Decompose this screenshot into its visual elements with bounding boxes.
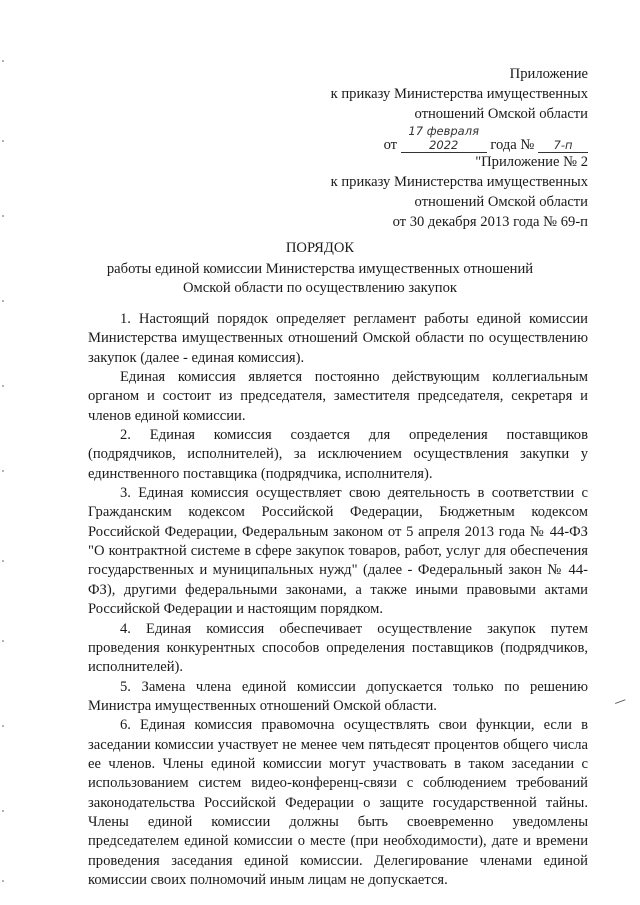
- paragraph-3: 3. Единая комиссия осуществляет свою деятельность в соответствии с Гражданским кодексом Российской Федерации, Бюджетным кодексом Российской Федерации, Федеральным законом от 5 апреля 2013 года № 44-ФЗ "О контрактной системе в сфере закупок товаров, работ, услуг для обеспечения государственных и муниципальных нужд" (далее - Федеральный закон № 44-ФЗ), другими федеральными законами, а также иными правовыми актами Российской Федерации и настоящим порядком.: [88, 485, 588, 618]
- paragraph-4: 4. Единая комиссия обеспечивает осуществление закупок путем проведения конкурентных способов определения поставщиков (подрядчиков, исполнителей).: [88, 620, 588, 676]
- appendix-2-line2: к приказу Министерства имущественных: [330, 174, 588, 190]
- margin-pen-mark: —: [611, 692, 629, 710]
- date-prefix: от: [383, 137, 398, 153]
- paragraph-1b: Единая комиссия является постоянно действующим коллегиальным органом и состоит из председателя, заместителя председателя, секретаря и членов единой комиссии.: [88, 369, 588, 424]
- appendix-2-line3: отношений Омской области: [414, 194, 588, 210]
- document-subtitle-line1: работы единой комиссии Министерства имущественных отношений: [106, 261, 534, 277]
- appendix-2-line1: "Приложение № 2: [475, 154, 588, 170]
- paragraph-5: 5. Замена члена единой комиссии допускается только по решению Министра имущественных отношений Омской области.: [88, 678, 588, 714]
- handwritten-date: 17 февраля 2022: [401, 124, 487, 153]
- document-heading: ПОРЯДОК: [285, 240, 355, 256]
- appendix-1-line3: отношений Омской области: [414, 106, 588, 122]
- appendix-1-line2: к приказу Министерства имущественных: [330, 86, 588, 102]
- appendix-1-date-line: [331, 124, 588, 155]
- appendix-1-line1: Приложение: [509, 66, 588, 82]
- scan-edge-marks: [2, 0, 8, 905]
- appendix-1-header: [331, 64, 588, 155]
- paragraph-1: 1. Настоящий порядок определяет регламент работы единой комиссии Министерства имущественных отношений Омской области по осуществлению закупок (далее - единая комиссия).: [88, 311, 588, 366]
- paragraph-6: 6. Единая комиссия правомочна осуществлять свои функции, если в заседании комиссии участвует не менее чем пятьдесят процентов общего числа ее членов. Члены единой комиссии могут участвовать в таком заседании с использованием систем видео-конференц-связи с соблюдением требований законодательства Российской Федерации о защите государственной тайны. Члены единой комиссии должны быть своевременно уведомлены председателем единой комиссии о месте (при необходимости), дате и времени проведения заседания единой комиссии. Делегирование членами единой комиссии своих полномочий иным лицам не допускается.: [88, 717, 588, 888]
- document-subtitle-line2: Омской области по осуществлению закупок: [183, 280, 457, 296]
- document-body: [88, 310, 588, 890]
- appendix-2-header: [331, 152, 588, 232]
- paragraph-2: 2. Единая комиссия создается для определения поставщиков (подрядчиков, исполнителей), за исключением осуществления закупки у единственного поставщика (подрядчика, исполнителя).: [88, 427, 588, 482]
- handwritten-number: 7-п: [538, 138, 588, 153]
- appendix-2-line4: от 30 декабря 2013 года № 69-п: [392, 214, 588, 230]
- year-label: года №: [490, 137, 535, 153]
